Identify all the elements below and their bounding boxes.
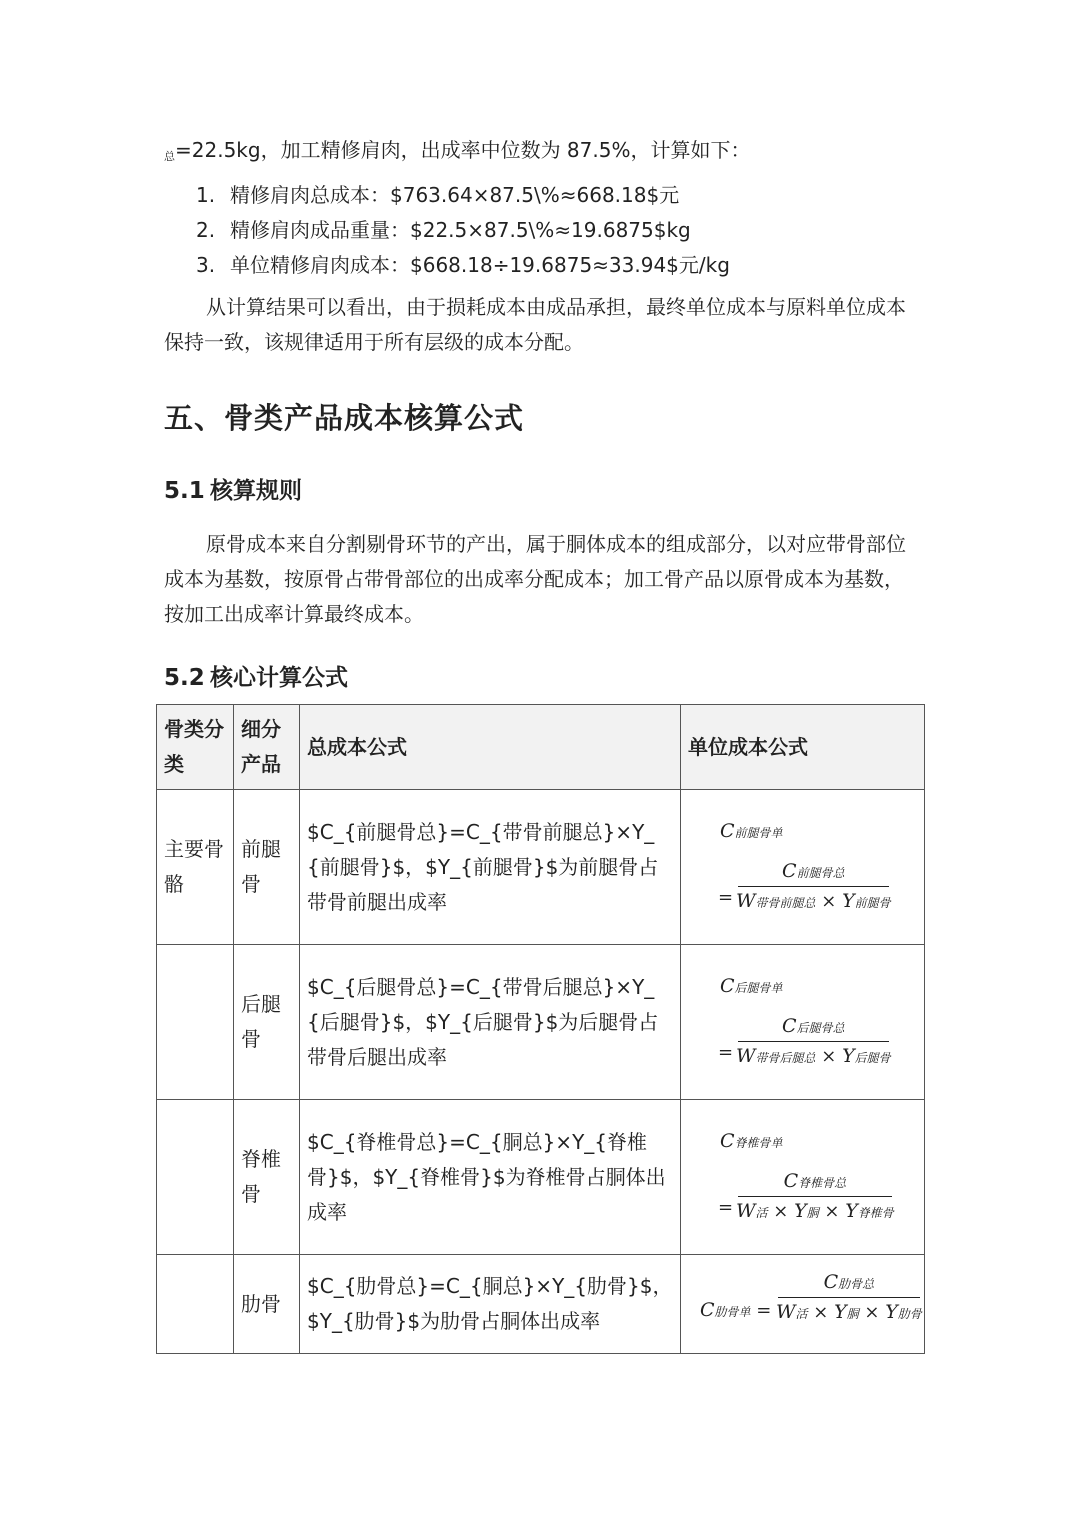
equals-sign: = <box>718 1042 734 1063</box>
step-number: 1. <box>196 183 216 207</box>
cell-total-formula: $C_{脊椎骨总}=C_{胴总}×Y_{脊椎骨}$，$Y_{脊椎骨}$为脊椎骨占胴体出成率 <box>300 1100 681 1255</box>
cell-category <box>157 1255 234 1354</box>
cell-category <box>157 945 234 1100</box>
intro-subscript: 总 <box>164 150 175 163</box>
subsection-number: 5.2 <box>164 665 205 691</box>
cell-unit-formula <box>681 790 925 945</box>
cell-unit-formula <box>681 1100 925 1255</box>
intro-text: =22.5kg，加工精修肩肉，出成率中位数为 87.5%，计算如下： <box>175 138 751 162</box>
unit-formula-math <box>688 957 917 1087</box>
intro-line <box>164 133 920 174</box>
cell-total-formula: $C_{肋骨总}=C_{胴总}×Y_{肋骨}$，$Y_{肋骨}$为肋骨占胴体出成率 <box>300 1255 681 1354</box>
subsection-heading-rules <box>164 474 302 508</box>
cell-unit-formula <box>681 1255 925 1354</box>
table-row <box>157 945 925 1100</box>
list-item <box>196 213 730 248</box>
cell-category <box>157 1100 234 1255</box>
header-category: 骨类分类 <box>157 705 234 790</box>
formula-lhs: C肋骨单 = <box>700 1299 772 1321</box>
rules-paragraph: 原骨成本来自分割剔骨环节的产出，属于胴体成本的组成部分，以对应带骨部位成本为基数，按原骨占带骨部位的出成率分配成本；加工骨产品以原骨成本为基数，按加工出成率计算最终成本。 <box>164 532 906 626</box>
cell-product: 脊椎骨 <box>234 1100 300 1255</box>
step-text: 精修肩肉成品重量：$22.5×87.5\%≈19.6875$kg <box>230 218 691 242</box>
table-row <box>157 1255 925 1354</box>
subsection-number: 5.1 <box>164 478 205 504</box>
conclusion-paragraph: 从计算结果可以看出，由于损耗成本由成品承担，最终单位成本与原料单位成本保持一致，该规律适用于所有层级的成本分配。 <box>164 295 906 354</box>
cell-total-formula: $C_{前腿骨总}=C_{带骨前腿总}×Y_{前腿骨}$，$Y_{前腿骨}$为前腿骨占带骨前腿出成率 <box>300 790 681 945</box>
header-product: 细分产品 <box>234 705 300 790</box>
cell-product: 前腿骨 <box>234 790 300 945</box>
step-text: 单位精修肩肉成本：$668.18÷19.6875≈33.94$元/kg <box>230 253 730 277</box>
table-row <box>157 1100 925 1255</box>
formula-fraction: C肋骨总 W活 × Y胴 × Y肋骨 <box>776 1271 922 1323</box>
formula-fraction: C前腿骨总 W带骨前腿总 × Y前腿骨 <box>736 860 891 912</box>
section-title: 五、骨类产品成本核算公式 <box>164 401 525 435</box>
equals-sign: = <box>718 1197 734 1218</box>
formula-lhs: C前腿骨单 <box>720 820 783 842</box>
cell-product: 肋骨 <box>234 1255 300 1354</box>
unit-formula-math <box>688 1112 917 1242</box>
table-header-row <box>157 705 925 790</box>
formula-lhs: C脊椎骨单 <box>720 1130 783 1152</box>
cell-unit-formula <box>681 945 925 1100</box>
header-total-formula: 总成本公式 <box>300 705 681 790</box>
step-number: 2. <box>196 218 216 242</box>
subsection-title: 核心计算公式 <box>210 665 348 691</box>
step-text: 精修肩肉总成本：$763.64×87.5\%≈668.18$元 <box>230 183 680 207</box>
calculation-steps <box>196 178 730 283</box>
list-item <box>196 178 730 213</box>
step-number: 3. <box>196 253 216 277</box>
unit-formula-math <box>688 802 917 932</box>
cell-product: 后腿骨 <box>234 945 300 1100</box>
subsection-title: 核算规则 <box>210 478 302 504</box>
formula-table <box>156 704 925 1354</box>
equals-sign: = <box>718 887 734 908</box>
header-unit-formula: 单位成本公式 <box>681 705 925 790</box>
formula-fraction: C后腿骨总 W带骨后腿总 × Y后腿骨 <box>736 1015 891 1067</box>
formula-lhs: C后腿骨单 <box>720 975 783 997</box>
formula-fraction: C脊椎骨总 W活 × Y胴 × Y脊椎骨 <box>736 1170 894 1222</box>
list-item <box>196 248 730 283</box>
subsection-heading-formulas <box>164 661 348 695</box>
cell-total-formula: $C_{后腿骨总}=C_{带骨后腿总}×Y_{后腿骨}$，$Y_{后腿骨}$为后腿骨占带骨后腿出成率 <box>300 945 681 1100</box>
table-row <box>157 790 925 945</box>
cell-category: 主要骨骼 <box>157 790 234 945</box>
unit-formula-math <box>688 1267 922 1341</box>
